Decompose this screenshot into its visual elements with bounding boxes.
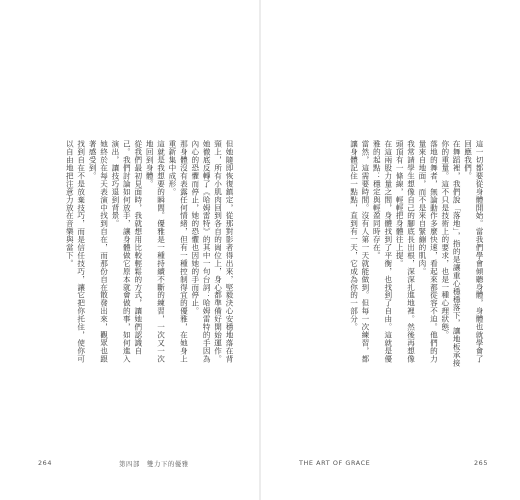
left-page-number: 264	[38, 459, 52, 467]
left-page-body-text: 但她隨即恢復鎮定，從那對影者得出來，堅毅決心安穩地落在背頸上，所有小肌肉回到各自的崗位上，身心都準備好開始運作。她徹底反轉了《哈姆雷特》的其中一句台詞：哈姆雷特的手因為內心的恐懼而停止，她的恐懼也因她的手而停止。 那身體沒有表露任何情緒，但有一種控制得宜的優雅，在她身上重新集中成形。 這就是我想要的瞬間。優雅是一種持續不斷的練習，一次又一次地回到身體。 從我們最初見面時，我就想用比較輕鬆的方式，讓她們認識自己。我們討論如何放手，讓身體做它原本就會做的事，如何進入演出，讓技巧退到背景。 她終於在每天表演中找到自在，而那份自在散發出來，觀眾也跟著感受到。 找到自在不是放棄技巧，而是信任技巧，讓它把你托住，使你可以自由地把注意力放在音樂與當下。	[65, 140, 234, 363]
right-page-number: 265	[474, 459, 488, 467]
right-running-head: THE ART OF GRACE	[299, 459, 371, 467]
right-page	[261, 0, 520, 500]
left-page	[0, 0, 259, 500]
right-page-body-text: 這一切都要從身體開始。當我們學會傾聽身體，身體也就學會了回應我們。 在舞蹈裡，我們說「落地」，指的是讓重心穩穩落下，讓地板承接你的重量。這不只是技術上的要求，也是一種心理狀態。 落地的舞者，無論動作多麼快速，看起來都從容不迫。他們的力量來自地面，而不是來自緊繃的肌肉。 我常請學生想像自己的腳底長出根，深深扎進地裡。然後再想像頭頂有一條線，輕輕把身體往上提。 在這兩股力量之間，身體找到了平衡，也找到了自由。這就是優雅的起點：穩定與輕盈同時存在。 當然，這需要時間。沒有人第一天就能做到。但每一次練習，都讓身體記住一點點，直到有一天，它成為你的一部分。	[349, 140, 484, 367]
left-running-head: 第四部 雙力下的優雅	[119, 460, 189, 468]
